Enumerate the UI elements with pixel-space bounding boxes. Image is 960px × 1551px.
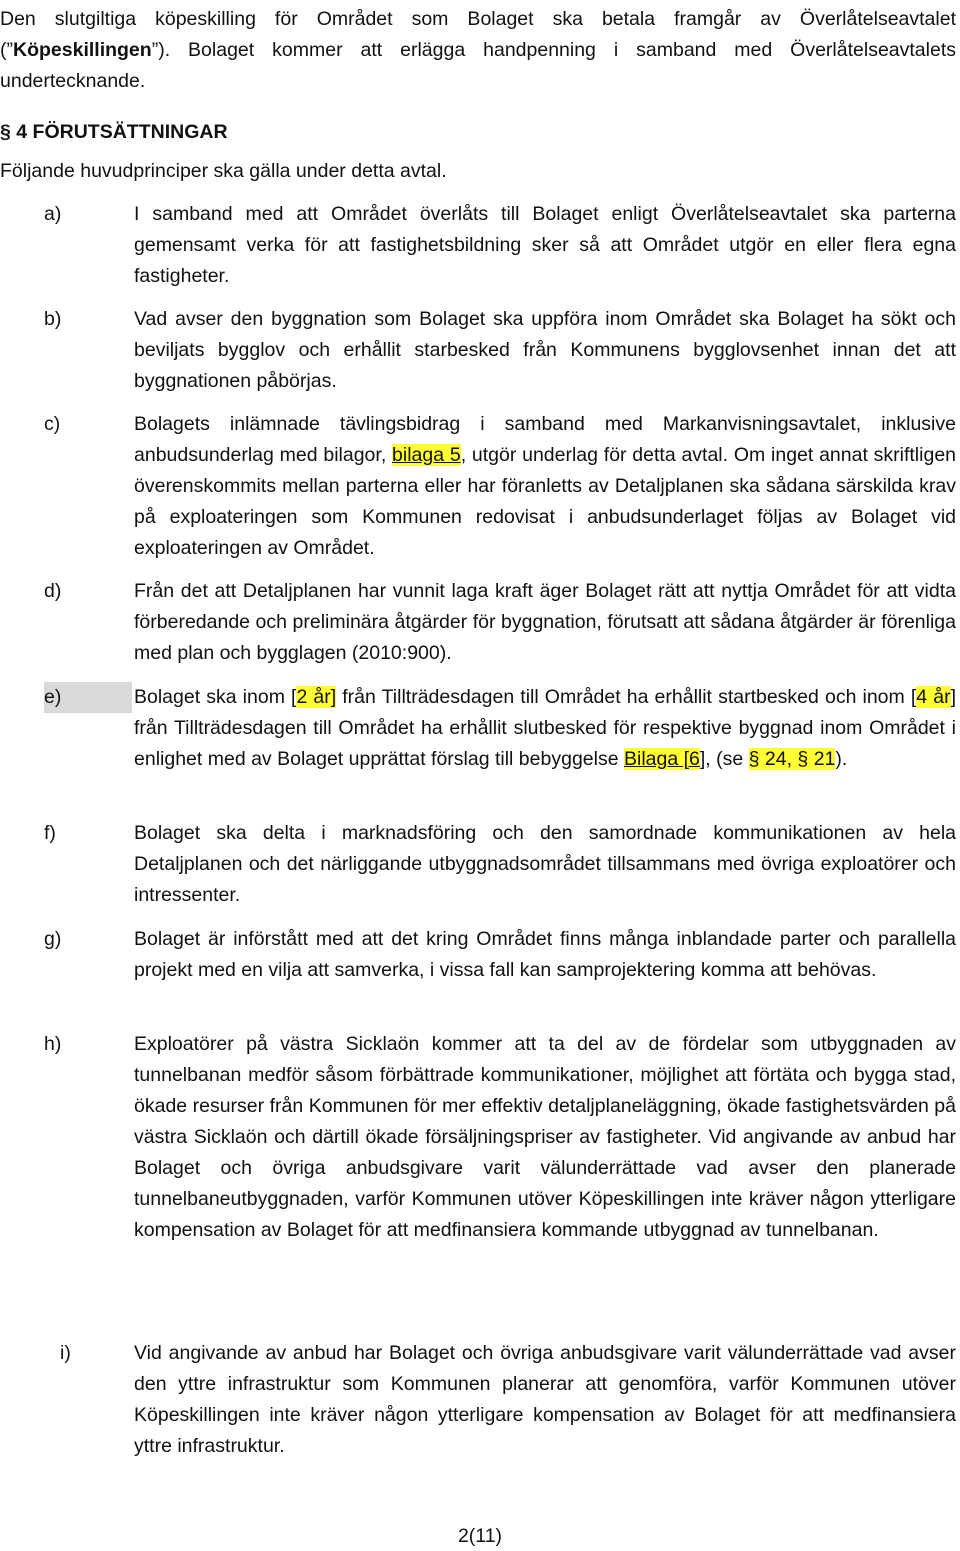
item-text: Vad avser den byggnation som Bolaget ska uppföra inom Området ska Bolaget ha sökt och beviljats bygglov och erhållit starbesked från Kommunens bygglovsenhet innan det att byggnationen påbörjas.	[134, 308, 956, 392]
highlight-2-years: 2 år]	[296, 686, 337, 708]
page-number: 2(11)	[457, 1525, 503, 1547]
section-heading	[0, 118, 228, 146]
item-label: h)	[44, 1033, 62, 1055]
item-text: Bolaget är införstått med att det kring Området finns många inblandade parter och parallella projekt med en vilja att samverka, i vissa fall kan samprojektering komma att behövas.	[134, 928, 956, 981]
intro-text-2: ”). Bolaget kommer att erlägga handpenning i samband med Överlåtelseavtalets undertecknande.	[0, 39, 956, 92]
item-text: Bolaget ska delta i marknadsföring och den samordnade kommunikationen av hela Detaljplanen och det närliggande utbyggnadsområdet tillsammans med övriga exploatörer och intressenter.	[134, 822, 956, 906]
item-label: e)	[44, 682, 132, 713]
highlight-4-years: 4 år	[916, 686, 951, 708]
item-text: Bolaget ska inom [2 år] från Tillträdesdagen till Området ha erhållit startbesked och inom [4 år] från Tillträdesdagen till Området ha erhållit slutbesked för respektive byggnad inom Området i enlighet med av Bolaget upprättat förslag till bebyggelse Bilaga [6], (se § 24, § 21).	[134, 686, 956, 770]
intro-paragraph	[0, 4, 956, 97]
item-label: g)	[44, 928, 62, 950]
item-label: i)	[60, 1342, 71, 1364]
item-text: Exploatörer på västra Sicklaön kommer att ta del av de fördelar som utbyggnaden av tunnelbanan medför såsom förbättrade kommunikationer, möjlighet att förtäta och bygga stad, ökade resurser från Kommunen för mer effektiv detaljplaneläggning, ökade fastighetsvärden på västra Sicklaön och därtill ökade försäljningspriser av fastigheter. Vid angivande av anbud har Bolaget och övriga anbudsgivare varit välunderrättade vad avser den planerade tunnelbaneutbyggnaden, varför Kommunen utöver Köpeskillingen inte kräver någon ytterligare kompensation av Bolaget för att medfinansiera kommande utbyggnad av tunnelbanan.	[134, 1033, 956, 1241]
highlight-bilaga-6: Bilaga [6	[623, 748, 700, 770]
item-label: b)	[44, 308, 62, 330]
intro-text-1: Den slutgiltiga köpeskilling för Området som Bolaget ska betala framgår av Överlåtelseavtalet (”	[0, 8, 956, 61]
section-symbol: §	[0, 121, 11, 143]
item-text: I samband med att Området överlåts till Bolaget enligt Överlåtelseavtalet ska parterna gemensamt verka för att fastighetsbildning sker så att Området utgör en eller flera egna fastigheter.	[134, 203, 956, 287]
item-label: c)	[44, 413, 61, 435]
item-label: a)	[44, 203, 62, 225]
item-label: f)	[44, 822, 56, 844]
intro-term-bold: Köpeskillingen	[13, 39, 152, 61]
item-label: d)	[44, 580, 62, 602]
section-title: 4 FÖRUTSÄTTNINGAR	[16, 121, 228, 143]
bilaga-reference: bilaga 5	[392, 444, 461, 466]
item-text: Vid angivande av anbud har Bolaget och övriga anbudsgivare varit välunderrättade vad avser den yttre infrastruktur som Kommunen planerar att genomföra, varför Kommunen utöver Köpeskillingen inte kräver någon ytterligare kompensation av Bolaget för att medfinansiera yttre infrastruktur.	[134, 1342, 956, 1457]
highlight-section-refs: § 24, § 21	[748, 748, 836, 770]
item-text: Bolagets inlämnade tävlingsbidrag i samband med Markanvisningsavtalet, inklusive anbudsunderlag med bilagor, bilaga 5, utgör underlag för detta avtal. Om inget annat skriftligen överenskommits mellan parterna eller har föranletts av Detaljplanen ska sådana särskilda krav på exploateringen som Kommunen redovisat i anbudsunderlaget följas av Bolaget vid exploateringen av Området.	[134, 413, 957, 559]
section-lead: Följande huvudprinciper ska gälla under detta avtal.	[0, 160, 447, 182]
item-text: Från det att Detaljplanen har vunnit laga kraft äger Bolaget rätt att nyttja Området för att vidta förberedande och preliminära åtgärder för byggnation, förutsatt att sådana åtgärder är förenliga med plan och bygglagen (2010:900).	[134, 580, 956, 664]
